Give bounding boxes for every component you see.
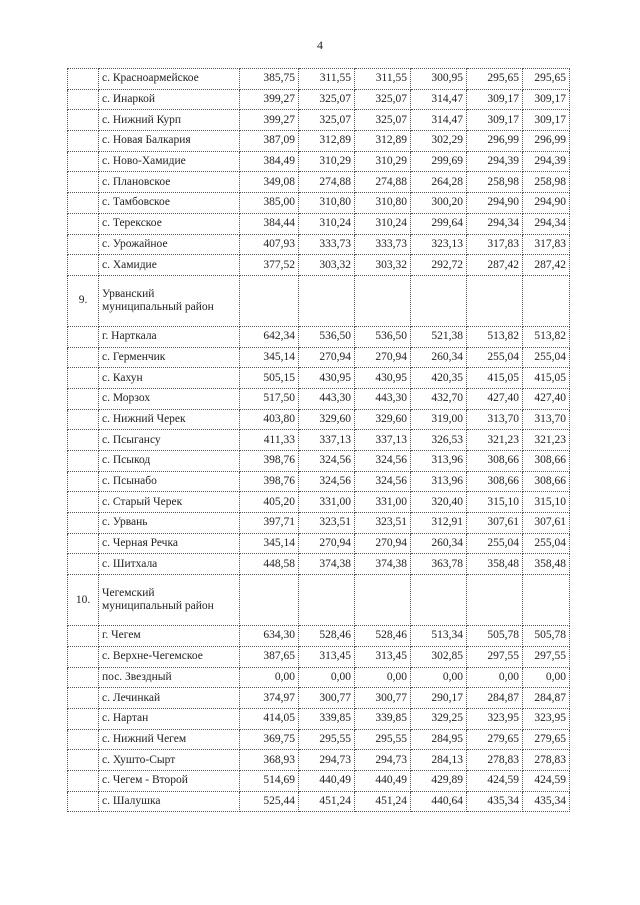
value-cell [240,275,299,326]
value-cell: 260,34 [411,533,467,554]
value-cell: 300,77 [299,688,355,709]
table-row [68,110,570,131]
value-cell: 435,34 [467,791,523,812]
row-number [68,110,99,131]
value-cell: 313,45 [299,646,355,667]
value-cell: 399,27 [240,89,299,110]
settlement-name: с. Чегем - Второй [99,770,240,791]
value-cell: 427,40 [467,388,523,409]
value-cell: 287,42 [467,255,523,276]
value-cell: 505,78 [467,626,523,647]
value-cell [411,275,467,326]
value-cell: 377,52 [240,255,299,276]
value-cell: 300,77 [355,688,411,709]
value-cell: 521,38 [411,326,467,347]
value-cell: 323,13 [411,234,467,255]
value-cell: 514,69 [240,770,299,791]
value-cell: 255,04 [523,533,570,554]
row-number [68,213,99,234]
value-cell: 0,00 [467,667,523,688]
value-cell: 279,65 [467,729,523,750]
settlement-name: с. Псыгансу [99,430,240,451]
value-cell: 255,04 [467,347,523,368]
value-cell: 287,42 [523,255,570,276]
value-cell: 513,34 [411,626,467,647]
value-cell: 513,82 [467,326,523,347]
value-cell: 331,00 [299,492,355,513]
value-cell: 324,56 [299,451,355,472]
value-cell: 284,87 [523,688,570,709]
value-cell: 528,46 [355,626,411,647]
table-row [68,172,570,193]
value-cell: 333,73 [355,234,411,255]
value-cell [355,575,411,626]
value-cell: 634,30 [240,626,299,647]
row-number [68,554,99,575]
row-number [68,368,99,389]
row-number [68,770,99,791]
value-cell: 0,00 [411,667,467,688]
value-cell: 309,17 [467,89,523,110]
value-cell: 284,95 [411,729,467,750]
value-cell: 315,10 [523,492,570,513]
row-number [68,409,99,430]
value-cell: 407,93 [240,234,299,255]
settlement-name: г. Нарткала [99,326,240,347]
value-cell: 308,66 [523,471,570,492]
value-cell: 294,34 [523,213,570,234]
table-row [68,69,570,90]
value-cell: 309,17 [523,89,570,110]
table-row [68,688,570,709]
value-cell: 358,48 [467,554,523,575]
value-cell: 349,08 [240,172,299,193]
row-number [68,255,99,276]
value-cell: 294,34 [467,213,523,234]
table-row [68,646,570,667]
value-cell: 300,95 [411,69,467,90]
table-row [68,409,570,430]
value-cell: 443,30 [299,388,355,409]
value-cell: 310,80 [299,193,355,214]
value-cell: 387,65 [240,646,299,667]
value-cell: 536,50 [355,326,411,347]
table-row [68,89,570,110]
table-row [68,770,570,791]
value-cell: 319,00 [411,409,467,430]
value-cell: 270,94 [299,533,355,554]
row-number [68,430,99,451]
value-cell: 325,07 [355,110,411,131]
value-cell: 397,71 [240,513,299,534]
table-row [68,471,570,492]
settlement-name: с. Терекское [99,213,240,234]
value-cell: 321,23 [523,430,570,451]
value-cell: 528,46 [299,626,355,647]
settlement-name: с. Шалушка [99,791,240,812]
value-cell: 368,93 [240,750,299,771]
value-cell: 525,44 [240,791,299,812]
value-cell: 311,55 [355,69,411,90]
value-cell [411,575,467,626]
settlement-name: г. Чегем [99,626,240,647]
settlement-name: с. Урвань [99,513,240,534]
value-cell: 310,24 [299,213,355,234]
value-cell: 311,55 [299,69,355,90]
value-cell: 451,24 [355,791,411,812]
value-cell: 345,14 [240,533,299,554]
value-cell: 294,73 [299,750,355,771]
value-cell: 440,49 [355,770,411,791]
settlement-name: с. Верхне-Чегемское [99,646,240,667]
value-cell: 320,40 [411,492,467,513]
value-cell: 374,97 [240,688,299,709]
value-cell [467,275,523,326]
value-cell: 278,83 [467,750,523,771]
value-cell [299,275,355,326]
value-cell: 313,45 [355,646,411,667]
value-cell: 369,75 [240,729,299,750]
value-cell: 294,90 [467,193,523,214]
table-row [68,626,570,647]
value-cell: 385,75 [240,69,299,90]
row-number [68,193,99,214]
value-cell: 312,91 [411,513,467,534]
value-cell: 302,29 [411,131,467,152]
value-cell: 384,44 [240,213,299,234]
value-cell: 440,49 [299,770,355,791]
value-cell: 345,14 [240,347,299,368]
table-row [68,533,570,554]
value-cell: 308,66 [523,451,570,472]
value-cell: 387,09 [240,131,299,152]
value-cell: 297,55 [523,646,570,667]
row-number [68,729,99,750]
table-row [68,492,570,513]
settlement-name: с. Нартан [99,708,240,729]
settlement-name: с. Лечинкай [99,688,240,709]
value-cell: 415,05 [523,368,570,389]
settlement-name: с. Красноармейское [99,69,240,90]
value-cell: 363,78 [411,554,467,575]
value-cell: 317,83 [467,234,523,255]
value-cell: 399,27 [240,110,299,131]
settlement-name: с. Инаркой [99,89,240,110]
settlement-name: пос. Звездный [99,667,240,688]
value-cell: 303,32 [299,255,355,276]
district-row [68,275,570,326]
value-cell: 536,50 [299,326,355,347]
value-cell: 307,61 [523,513,570,534]
row-number [68,513,99,534]
value-cell: 0,00 [240,667,299,688]
value-cell [355,275,411,326]
row-number [68,688,99,709]
table-row [68,193,570,214]
value-cell: 317,83 [523,234,570,255]
value-cell: 420,35 [411,368,467,389]
value-cell: 264,28 [411,172,467,193]
value-cell: 339,85 [299,708,355,729]
value-cell: 329,25 [411,708,467,729]
value-cell: 308,66 [467,451,523,472]
value-cell: 310,29 [299,151,355,172]
value-cell [523,275,570,326]
row-number [68,131,99,152]
table-row [68,131,570,152]
value-cell: 310,24 [355,213,411,234]
value-cell: 294,73 [355,750,411,771]
settlement-name: с. Хамидие [99,255,240,276]
settlement-name: с. Герменчик [99,347,240,368]
value-cell: 384,49 [240,151,299,172]
value-cell: 435,34 [523,791,570,812]
value-cell: 303,32 [355,255,411,276]
value-cell: 432,70 [411,388,467,409]
value-cell: 405,20 [240,492,299,513]
value-cell: 324,56 [355,471,411,492]
settlement-name: с. Тамбовское [99,193,240,214]
value-cell: 451,24 [299,791,355,812]
value-cell: 0,00 [299,667,355,688]
table-row [68,347,570,368]
value-cell: 295,65 [523,69,570,90]
value-cell: 313,96 [411,451,467,472]
value-cell: 294,39 [467,151,523,172]
value-cell: 513,82 [523,326,570,347]
value-cell [240,575,299,626]
value-cell: 0,00 [355,667,411,688]
table-row [68,430,570,451]
settlement-name: с. Морзох [99,388,240,409]
value-cell: 314,47 [411,110,467,131]
settlement-name: с. Шитхала [99,554,240,575]
value-cell: 284,13 [411,750,467,771]
value-cell: 258,98 [523,172,570,193]
value-cell: 300,20 [411,193,467,214]
value-cell: 325,07 [299,89,355,110]
table-row [68,368,570,389]
row-number [68,451,99,472]
value-cell: 329,60 [355,409,411,430]
value-cell: 258,98 [467,172,523,193]
value-cell: 313,96 [411,471,467,492]
row-number [68,326,99,347]
table-row [68,151,570,172]
settlement-name: с. Старый Черек [99,492,240,513]
value-cell: 374,38 [355,554,411,575]
value-cell: 329,60 [299,409,355,430]
value-cell: 312,89 [355,131,411,152]
row-number [68,667,99,688]
value-cell: 309,17 [467,110,523,131]
table-row [68,708,570,729]
district-name: Урванский муниципальный район [99,275,240,326]
value-cell: 398,76 [240,451,299,472]
value-cell [299,575,355,626]
row-number [68,234,99,255]
row-number [68,533,99,554]
value-cell: 310,29 [355,151,411,172]
value-cell: 323,51 [355,513,411,534]
table-row [68,729,570,750]
value-cell: 290,17 [411,688,467,709]
value-cell: 337,13 [355,430,411,451]
value-cell: 270,94 [299,347,355,368]
row-number: 9. [68,275,99,326]
value-cell: 430,95 [355,368,411,389]
value-cell: 337,13 [299,430,355,451]
settlement-name: с. Псынабо [99,471,240,492]
value-cell: 448,58 [240,554,299,575]
value-cell: 429,89 [411,770,467,791]
settlement-name: с. Нижний Черек [99,409,240,430]
value-cell: 295,55 [299,729,355,750]
value-cell: 312,89 [299,131,355,152]
value-cell: 385,00 [240,193,299,214]
value-cell: 255,04 [467,533,523,554]
value-cell: 294,90 [523,193,570,214]
value-cell: 326,53 [411,430,467,451]
settlement-name: с. Нижний Курп [99,110,240,131]
row-number [68,646,99,667]
value-cell: 424,59 [467,770,523,791]
value-cell: 308,66 [467,471,523,492]
settlement-name: с. Псыкод [99,451,240,472]
value-cell: 274,88 [355,172,411,193]
value-cell [523,575,570,626]
value-cell: 324,56 [355,451,411,472]
value-cell: 430,95 [299,368,355,389]
value-cell: 323,95 [523,708,570,729]
value-cell: 295,55 [355,729,411,750]
value-cell: 358,48 [523,554,570,575]
value-cell: 302,85 [411,646,467,667]
table-row [68,554,570,575]
table-row [68,234,570,255]
table-row [68,513,570,534]
value-cell: 274,88 [299,172,355,193]
value-cell: 314,47 [411,89,467,110]
value-cell: 325,07 [299,110,355,131]
row-number [68,172,99,193]
row-number [68,69,99,90]
value-cell: 443,30 [355,388,411,409]
table-row [68,388,570,409]
value-cell: 279,65 [523,729,570,750]
value-cell: 299,64 [411,213,467,234]
value-cell: 323,51 [299,513,355,534]
value-cell: 398,76 [240,471,299,492]
value-cell: 278,83 [523,750,570,771]
row-number [68,708,99,729]
value-cell: 313,70 [523,409,570,430]
value-cell: 270,94 [355,347,411,368]
value-cell: 505,15 [240,368,299,389]
value-cell: 333,73 [299,234,355,255]
value-cell: 297,55 [467,646,523,667]
row-number [68,89,99,110]
value-cell: 324,56 [299,471,355,492]
value-cell: 321,23 [467,430,523,451]
value-cell: 310,80 [355,193,411,214]
value-cell: 313,70 [467,409,523,430]
value-cell: 270,94 [355,533,411,554]
district-name: Чегемский муниципальный район [99,575,240,626]
value-cell: 309,17 [523,110,570,131]
row-number [68,388,99,409]
value-cell: 403,80 [240,409,299,430]
value-cell: 284,87 [467,688,523,709]
table-row [68,326,570,347]
value-cell: 414,05 [240,708,299,729]
row-number [68,347,99,368]
value-cell: 331,00 [355,492,411,513]
value-cell: 517,50 [240,388,299,409]
value-cell: 642,34 [240,326,299,347]
table-row [68,667,570,688]
settlement-name: с. Плановское [99,172,240,193]
table-row [68,750,570,771]
row-number [68,626,99,647]
table-row [68,255,570,276]
value-cell: 415,05 [467,368,523,389]
settlement-name: с. Ново-Хамидие [99,151,240,172]
row-number [68,151,99,172]
table-row [68,213,570,234]
value-cell: 315,10 [467,492,523,513]
settlement-name: с. Нижний Чегем [99,729,240,750]
table-row [68,791,570,812]
value-cell: 440,64 [411,791,467,812]
value-cell: 295,65 [467,69,523,90]
row-number [68,492,99,513]
value-cell: 411,33 [240,430,299,451]
value-cell: 427,40 [523,388,570,409]
value-cell: 255,04 [523,347,570,368]
value-cell: 424,59 [523,770,570,791]
value-cell: 299,69 [411,151,467,172]
value-cell: 294,39 [523,151,570,172]
row-number [68,791,99,812]
value-cell: 323,95 [467,708,523,729]
settlement-name: с. Кахун [99,368,240,389]
row-number: 10. [68,575,99,626]
settlement-name: с. Черная Речка [99,533,240,554]
value-cell: 260,34 [411,347,467,368]
settlement-name: с. Хушто-Сырт [99,750,240,771]
value-cell: 292,72 [411,255,467,276]
value-cell: 505,78 [523,626,570,647]
value-cell: 296,99 [523,131,570,152]
value-cell: 325,07 [355,89,411,110]
tariff-table [67,68,570,812]
value-cell: 307,61 [467,513,523,534]
value-cell: 374,38 [299,554,355,575]
row-number [68,750,99,771]
value-cell: 296,99 [467,131,523,152]
value-cell [467,575,523,626]
value-cell: 0,00 [523,667,570,688]
settlement-name: с. Новая Балкария [99,131,240,152]
page-number: 4 [317,38,323,52]
row-number [68,471,99,492]
value-cell: 339,85 [355,708,411,729]
district-row [68,575,570,626]
table-row [68,451,570,472]
settlement-name: с. Урожайное [99,234,240,255]
